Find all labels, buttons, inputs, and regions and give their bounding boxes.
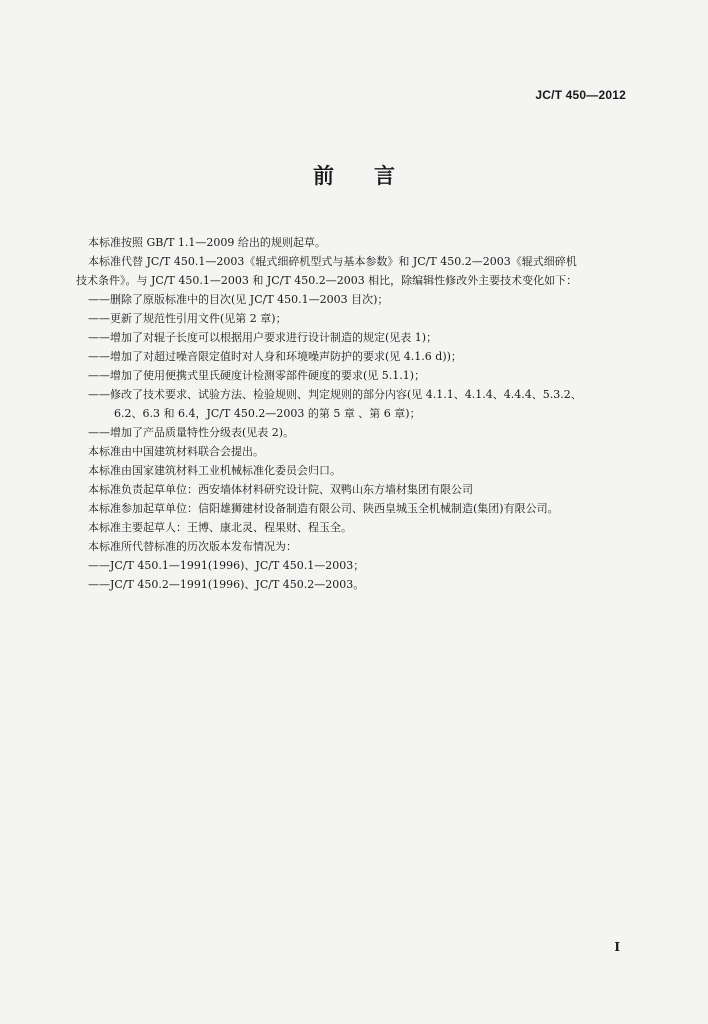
list-item: ——增加了使用便携式里氏硬度计检测零部件硬度的要求(见 5.1.1)； xyxy=(88,369,426,382)
standard-code: JC/T 450—2012 xyxy=(535,88,626,102)
paragraph-line: 本标准按照 GB/T 1.1—2009 给出的规则起草。 xyxy=(88,236,326,249)
list-item: ——JC/T 450.1—1991(1996)、JC/T 450.1—2003； xyxy=(88,559,365,572)
paragraph-line: 本标准由国家建筑材料工业机械标准化委员会归口。 xyxy=(88,464,341,477)
list-item: ——增加了产品质量特性分级表(见表 2)。 xyxy=(88,426,295,439)
paragraph-line: 本标准参加起草单位：信阳雄狮建材设备制造有限公司、陕西皇城玉全机械制造(集团)有限公司。 xyxy=(88,502,559,515)
paragraph-line: 本标准由中国建筑材料联合会提出。 xyxy=(88,445,264,458)
title-char-1: 前 xyxy=(313,164,334,188)
paragraph-line: 本标准主要起草人：王博、康北灵、程果财、程玉全。 xyxy=(88,521,352,534)
list-item: ——增加了对超过噪音限定值时对人身和环境噪声防护的要求(见 4.1.6 d))； xyxy=(88,350,462,363)
paragraph-line: 技术条件》。与 JC/T 450.1—2003 和 JC/T 450.2—2003 相比，除编辑性修改外主要技术变化如下： xyxy=(76,274,578,287)
list-item-continuation: 6.2、6.3 和 6.4，JC/T 450.2—2003 的第 5 章 、第 6 章)； xyxy=(114,407,421,420)
list-item: ——删除了原版标准中的目次(见 JC/T 450.1—2003 目次)； xyxy=(88,293,389,306)
foreword-body xyxy=(76,233,636,594)
list-item: ——修改了技术要求、试验方法、检验规则、判定规则的部分内容(见 4.1.1、4.1.4、4.4.4、5.3.2、 xyxy=(88,388,582,401)
title-char-2: 言 xyxy=(374,164,395,188)
page-title xyxy=(0,160,708,190)
paragraph-line: 本标准所代替标准的历次版本发布情况为： xyxy=(88,540,297,553)
list-item: ——JC/T 450.2—1991(1996)、JC/T 450.2—2003。 xyxy=(88,578,365,591)
paragraph-line: 本标准负责起草单位：西安墙体材料研究设计院、双鸭山东方墙材集团有限公司 xyxy=(88,483,473,496)
list-item: ——更新了规范性引用文件(见第 2 章)； xyxy=(88,312,287,325)
list-item: ——增加了对辊子长度可以根据用户要求进行设计制造的规定(见表 1)； xyxy=(88,331,438,344)
page-number: I xyxy=(614,940,620,954)
paragraph-line: 本标准代替 JC/T 450.1—2003《辊式细碎机型式与基本参数》和 JC/T 450.2—2003《辊式细碎机 xyxy=(88,255,577,268)
